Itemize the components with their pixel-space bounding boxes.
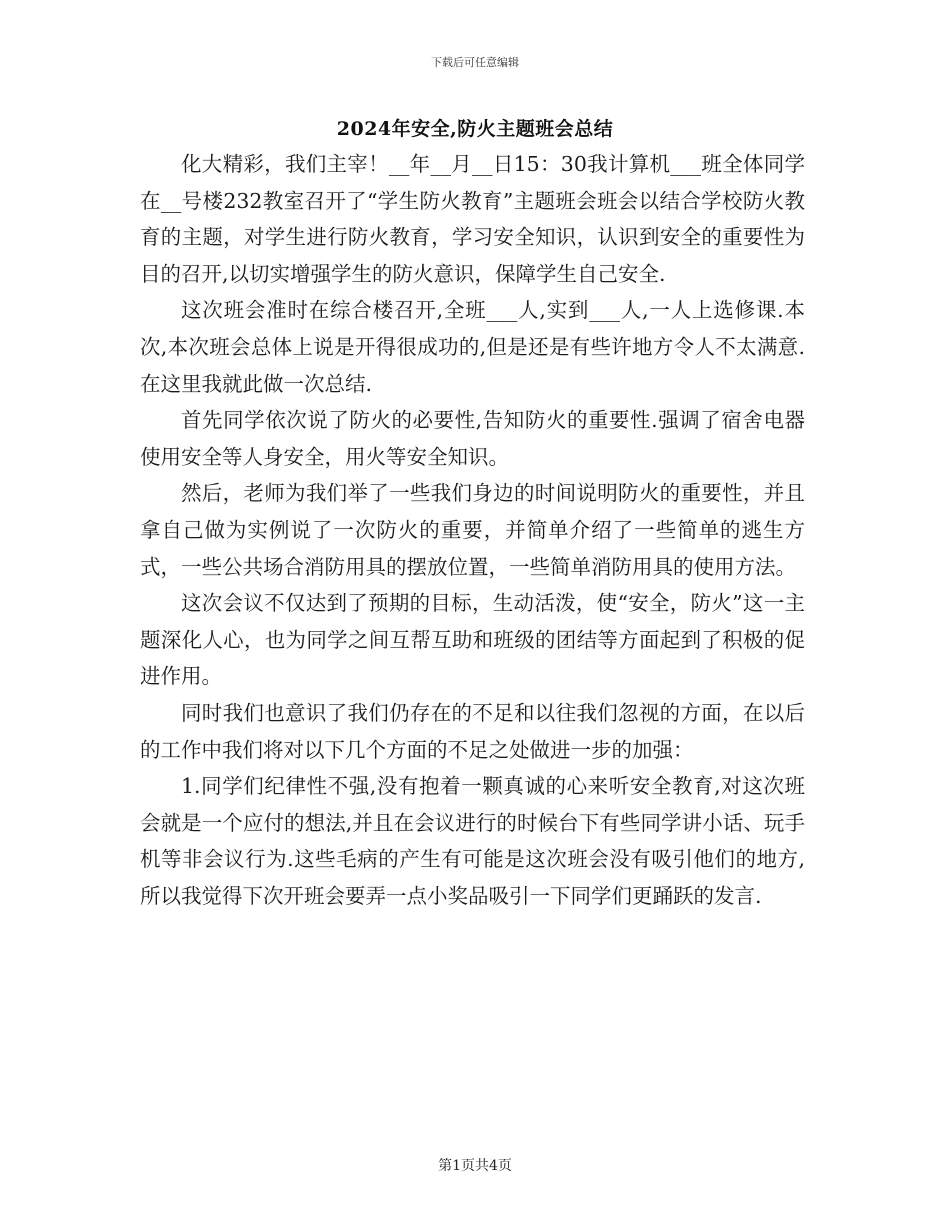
paragraph-4: 然后，老师为我们举了一些我们身边的时间说明防火的重要性，并且拿自己做为实例说了一次防火的重要，并简单介绍了一些简单的逃生方式，一些公共场合消防用具的摆放位置，一些简单消防用具的使用方法。	[140, 481, 805, 579]
paragraph-1: 化大精彩，我们主宰！__年__月__日15：30我计算机___班全体同学在__号楼232教室召开了“学生防火教育”主题班会班会以结合学校防火教育的主题，对学生进行防火教育，学习安全知识，认识到安全的重要性为目的召开,以切实增强学生的防火意识，保障学生自己安全.	[140, 152, 805, 286]
document-title: 2024年安全,防火主题班会总结	[336, 118, 614, 140]
paragraph-5: 这次会议不仅达到了预期的目标，生动活泼，使“安全，防火”这一主题深化人心，也为同学之间互帮互助和班级的团结等方面起到了积极的促进作用。	[140, 591, 805, 689]
header-note: 下载后可任意编辑	[431, 56, 519, 69]
paragraph-6: 同时我们也意识了我们仍存在的不足和以往我们忽视的方面，在以后的工作中我们将对以下几个方面的不足之处做进一步的加强：	[140, 700, 805, 762]
paragraph-7: 1.同学们纪律性不强,没有抱着一颗真诚的心来听安全教育,对这次班会就是一个应付的想法,并且在会议进行的时候台下有些同学讲小话、玩手机等非会议行为.这些毛病的产生有可能是这次班会没有吸引他们的地方,所以我觉得下次开班会要弄一点小奖品吸引一下同学们更踊跃的发言.	[140, 774, 805, 908]
paragraph-2: 这次班会准时在综合楼召开,全班___人,实到___人,一人上选修课.本次,本次班会总体上说是开得很成功的,但是还是有些许地方令人不太满意.在这里我就此做一次总结.	[140, 298, 805, 396]
paragraph-3: 首先同学依次说了防火的必要性,告知防火的重要性.强调了宿舍电器使用安全等人身安全，用火等安全知识。	[140, 408, 805, 469]
page-number: 第1页共4页	[438, 1158, 512, 1174]
document-body	[140, 146, 805, 914]
